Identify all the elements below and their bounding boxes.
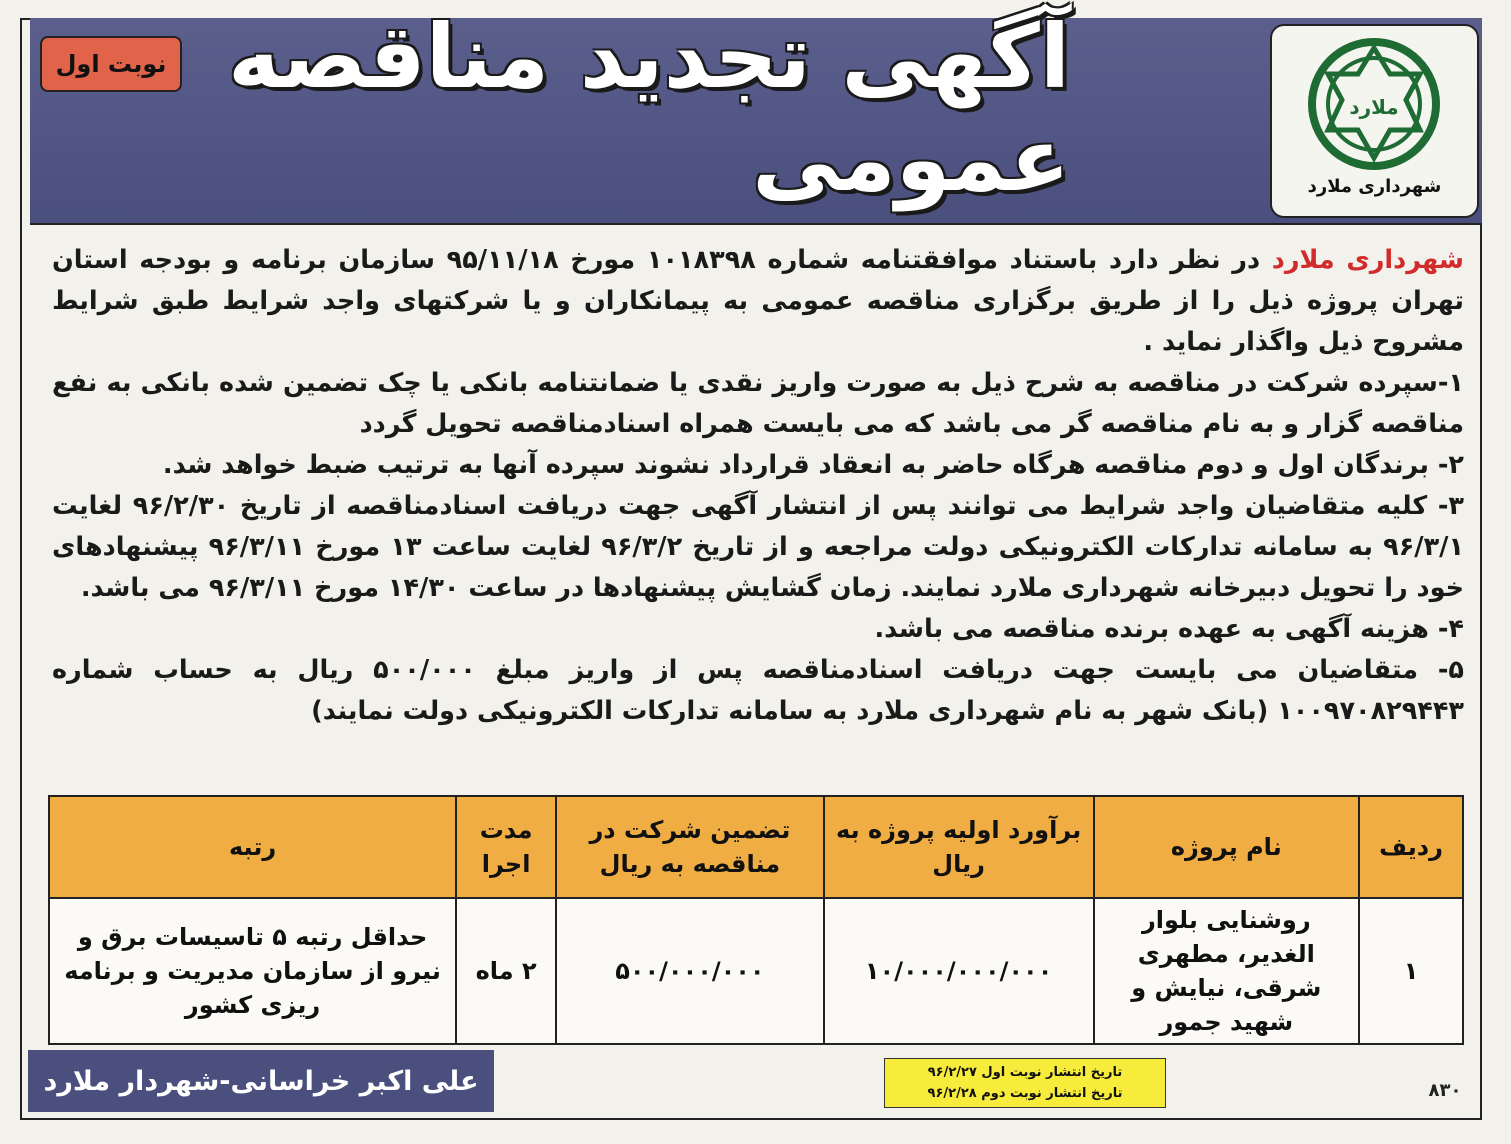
cell-estimate: ۱۰/۰۰۰/۰۰۰/۰۰۰ bbox=[824, 898, 1094, 1044]
logo-caption: شهرداری ملارد bbox=[1307, 176, 1442, 197]
page-title: آگهی تجدید مناقصه عمومی bbox=[227, 5, 1070, 211]
col-header-project-name: نام پروژه bbox=[1094, 796, 1360, 898]
cell-row-number: ۱ bbox=[1359, 898, 1463, 1044]
list-item: ۱-سپرده شرکت در مناقصه به شرح ذیل به صورت واریز نقدی یا ضمانتنامه بانکی یا چک تضمین شده بانکی به نفع مناقصه گزار و به نام مناقصه گر می باشد که می بایست همراه اسنادمناقصه تحویل گردد bbox=[52, 368, 1464, 439]
cell-guarantee: ۵۰۰/۰۰۰/۰۰۰ bbox=[556, 898, 824, 1044]
announcement-body bbox=[52, 240, 1464, 732]
table-header-row bbox=[49, 796, 1463, 898]
list-item: ۳- کلیه متقاضیان واجد شرایط می توانند پس از انتشار آگهی جهت دریافت اسنادمناقصه از تاریخ ۹۶/۲/۳۰ لغایت ۹۶/۳/۱ به سامانه تدارکات الکترونیکی دولت مراجعه و از تاریخ ۹۶/۳/۲ لغایت ساعت ۱۳ مورخ ۹۶/۳/۱۱ پیشنهادهای خود را تحویل دبیرخانه شهرداری ملارد نمایند. زمان گشایش پیشنهادها در ساعت ۱۴/۳۰ مورخ ۹۶/۳/۱۱ می باشد. bbox=[52, 491, 1465, 603]
col-header-grade: رتبه bbox=[49, 796, 456, 898]
logo-inner-text: ملارد bbox=[1349, 95, 1399, 119]
col-header-guarantee: تضمین شرکت در مناقصه به ریال bbox=[556, 796, 824, 898]
cell-grade: حداقل رتبه ۵ تاسیسات برق و نیرو از سازمان مدیریت و برنامه ریزی کشور bbox=[49, 898, 456, 1044]
second-publication-date: تاریخ انتشار نوبت دوم ۹۶/۲/۲۸ bbox=[927, 1086, 1123, 1101]
first-publication-date: تاریخ انتشار نوبت اول ۹۶/۲/۲۷ bbox=[927, 1065, 1123, 1080]
municipality-logo bbox=[1270, 24, 1479, 218]
publication-round-badge: نوبت اول bbox=[40, 36, 182, 92]
publication-dates bbox=[884, 1058, 1166, 1108]
list-item: ۲- برندگان اول و دوم مناقصه هرگاه حاضر به انعقاد قرارداد نشوند سپرده آنها به ترتیب ضبط خواهد شد. bbox=[162, 450, 1464, 480]
cell-duration: ۲ ماه bbox=[456, 898, 556, 1044]
tender-table bbox=[48, 795, 1464, 1036]
mayor-signature: علی اکبر خراسانی-شهردار ملارد bbox=[28, 1050, 494, 1112]
col-header-duration: مدت اجرا bbox=[456, 796, 556, 898]
organization-name: شهرداری ملارد bbox=[1271, 245, 1464, 275]
list-item: ۴- هزینه آگهی به عهده برنده مناقصه می باشد. bbox=[874, 614, 1464, 644]
ad-code: ۸۳۰ bbox=[1428, 1080, 1462, 1101]
list-item: ۵- متقاضیان می بایست جهت دریافت اسنادمناقصه پس از واریز مبلغ ۵۰۰/۰۰۰ ریال به حساب شماره ۱۰۰۹۷۰۸۲۹۴۴۳ (بانک شهر به نام شهرداری ملارد به سامانه تدارکات الکترونیکی دولت نمایند) bbox=[52, 655, 1464, 726]
emblem-icon bbox=[1294, 34, 1454, 174]
col-header-row-number: ردیف bbox=[1359, 796, 1463, 898]
table-row bbox=[49, 898, 1463, 1044]
cell-project-name: روشنایی بلوار الغدیر، مطهری شرقی، نیایش و شهید جمور bbox=[1094, 898, 1360, 1044]
col-header-estimate: برآورد اولیه پروژه به ریال bbox=[824, 796, 1094, 898]
intro-text: در نظر دارد باستناد موافقتنامه شماره ۱۰۱۸۳۹۸ مورخ ۹۵/۱۱/۱۸ سازمان برنامه و بودجه استان تهران پروژه ذیل را از طریق برگزاری مناقصه عمومی به پیمانکاران و یا شرکتهای واجد شرایط طبق شرایط مشروح ذیل واگذار نماید . bbox=[52, 245, 1464, 357]
intro-paragraph bbox=[52, 240, 1464, 363]
